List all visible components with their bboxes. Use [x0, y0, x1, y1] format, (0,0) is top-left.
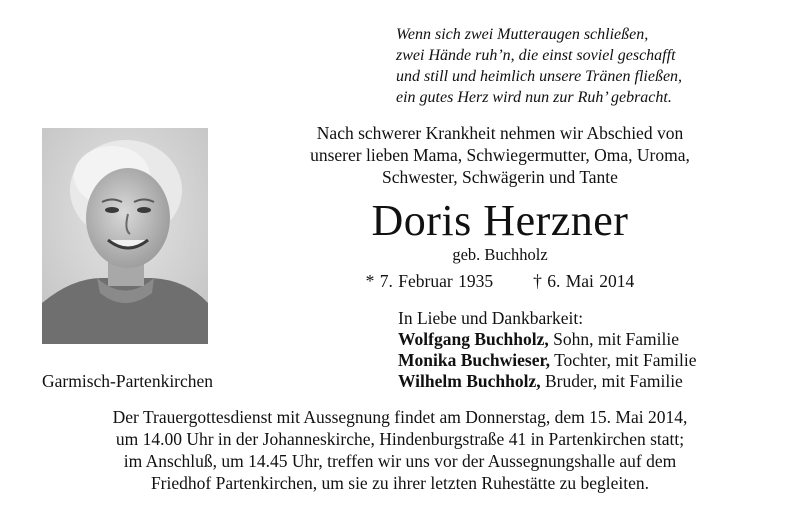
service-line: Friedhof Partenkirchen, um sie zu ihrer letzten Ruhestätte zu begleiten.: [150, 473, 650, 493]
poem-line: ein gutes Herz wird nun zur Ruh’ gebracht.: [396, 89, 672, 106]
deceased-name: Doris Herzner: [371, 196, 629, 245]
intro-line: Nach schwerer Krankheit nehmen wir Abschied von: [316, 123, 684, 143]
city: Garmisch-Partenkirchen: [42, 371, 214, 391]
farewell-intro: [230, 122, 770, 188]
family-member: [398, 371, 697, 392]
poem: [396, 24, 776, 108]
family-member: [398, 350, 697, 371]
family-member-relation: Bruder, mit Familie: [540, 371, 683, 391]
intro-line: unserer lieben Mama, Schwiegermutter, Oma, Uroma,: [310, 145, 690, 165]
family-member-relation: Tochter, mit Familie: [550, 350, 697, 370]
service-line: im Anschluß, um 14.45 Uhr, treffen wir uns vor der Aussegnungshalle auf dem: [123, 451, 677, 471]
life-dates: [230, 270, 770, 292]
portrait-illustration: [42, 128, 208, 344]
birth-date: * 7. Februar 1935: [365, 271, 494, 291]
family-list: [398, 329, 697, 392]
maiden-name: geb. Buchholz: [452, 245, 548, 264]
service-details: [10, 406, 790, 494]
portrait-photo: [42, 128, 208, 344]
intro-line: Schwester, Schwägerin und Tante: [382, 167, 618, 187]
love-line: In Liebe und Dankbarkeit:: [398, 308, 584, 328]
family-member-name: Wolfgang Buchholz,: [398, 329, 549, 349]
service-line: um 14.00 Uhr in der Johanneskirche, Hindenburgstraße 41 in Partenkirchen statt;: [115, 429, 685, 449]
poem-line: zwei Hände ruh’n, die einst soviel geschafft: [396, 47, 676, 64]
poem-line: Wenn sich zwei Mutteraugen schließen,: [396, 26, 649, 43]
poem-line: und still und heimlich unsere Tränen fließen,: [396, 68, 683, 85]
family-member-relation: Sohn, mit Familie: [548, 329, 680, 349]
death-date: † 6. Mai 2014: [533, 271, 635, 291]
family-member-name: Wilhelm Buchholz,: [398, 371, 541, 391]
family-member: [398, 329, 697, 350]
family-member-name: Monika Buchwieser,: [398, 350, 551, 370]
service-line: Der Trauergottesdienst mit Aussegnung findet am Donnerstag, dem 15. Mai 2014,: [112, 407, 688, 427]
